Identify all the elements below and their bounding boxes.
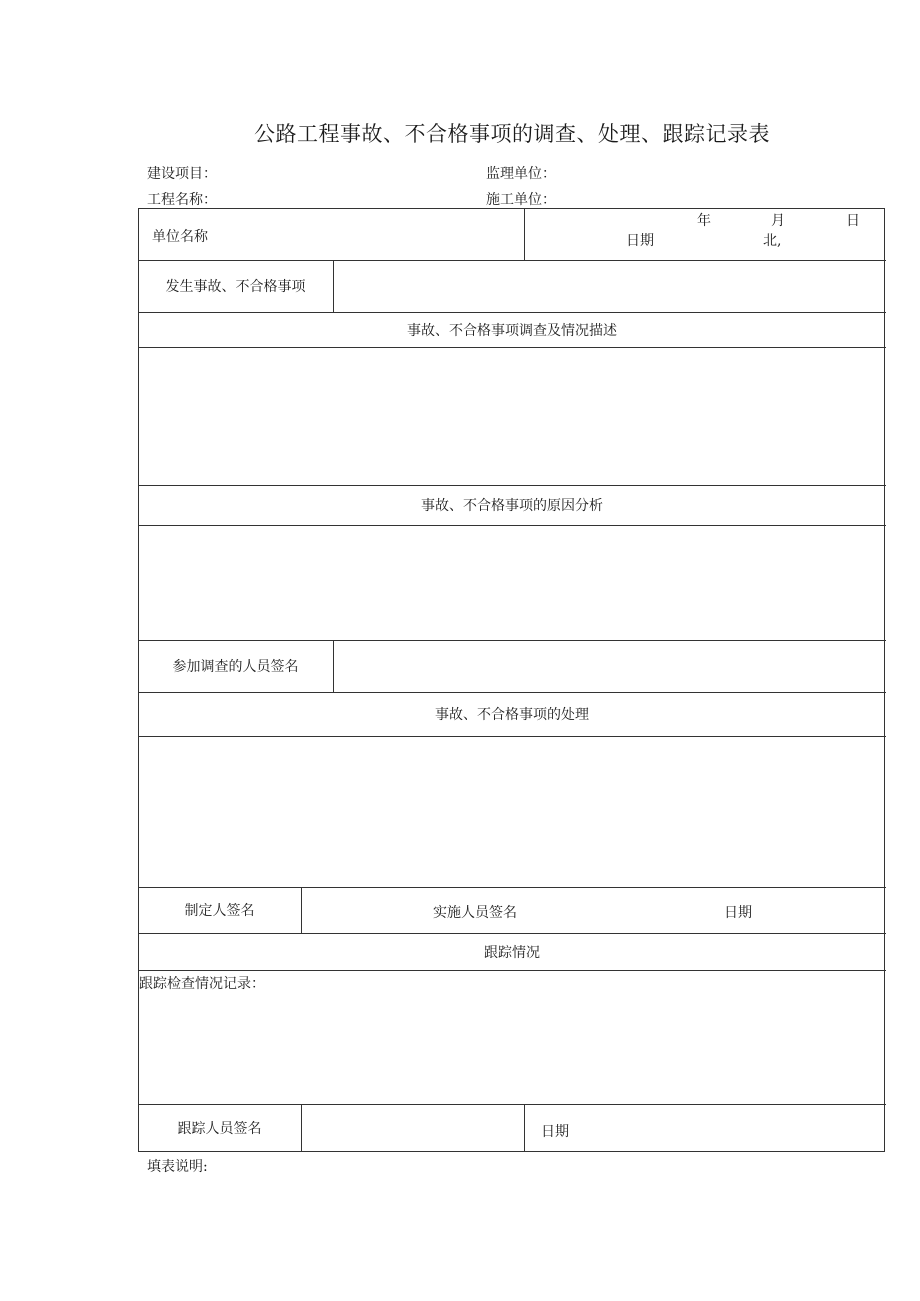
col-divider <box>524 1104 525 1152</box>
project-label: 建设项目： <box>147 166 217 182</box>
engineering-label: 工程名称： <box>147 192 217 208</box>
col-divider <box>524 208 525 260</box>
fill-note-label: 填表说明: <box>147 1159 208 1175</box>
date-month-label: 月 <box>771 213 785 229</box>
unit-name-label: 单位名称 <box>152 229 208 245</box>
date-day-label: 日 <box>846 213 860 229</box>
tracking-record-label: 跟踪检查情况记录： <box>139 976 265 992</box>
col-divider <box>301 887 302 933</box>
date-extra-text: 北, <box>763 233 782 249</box>
investigation-field[interactable] <box>139 348 885 484</box>
investigators-sign-field[interactable] <box>334 641 884 691</box>
supervisor-label: 监理单位： <box>486 166 556 182</box>
planner-sign-label: 制定人签名 <box>184 903 255 919</box>
handling-header: 事故、不合格事项的处理 <box>435 707 589 723</box>
implementer-sign-label: 实施人员签名 <box>433 905 517 921</box>
page-title: 公路工程事故、不合格事项的调查、处理、跟踪记录表 <box>254 122 770 146</box>
investigation-header: 事故、不合格事项调查及情况描述 <box>407 322 617 339</box>
investigators-sign-label: 参加调查的人员签名 <box>172 659 299 675</box>
tracker-sign-field[interactable] <box>302 1105 524 1151</box>
cause-header: 事故、不合格事项的原因分析 <box>421 498 603 514</box>
handling-field[interactable] <box>139 737 885 886</box>
incident-item-field[interactable] <box>334 261 884 311</box>
tracker-sign-label: 跟踪人员签名 <box>177 1121 262 1137</box>
incident-item-label: 发生事故、不合格事项 <box>165 279 306 295</box>
tracking-header: 跟踪情况 <box>484 944 540 961</box>
row-divider <box>138 970 886 971</box>
date-year-label: 年 <box>697 213 711 229</box>
contractor-label: 施工单位： <box>486 192 556 208</box>
handling-date-label: 日期 <box>724 905 752 921</box>
cause-field[interactable] <box>139 526 885 639</box>
tracking-date-label: 日期 <box>541 1124 569 1140</box>
tracking-record-field[interactable] <box>139 992 885 1103</box>
date-label: 日期 <box>626 233 654 249</box>
